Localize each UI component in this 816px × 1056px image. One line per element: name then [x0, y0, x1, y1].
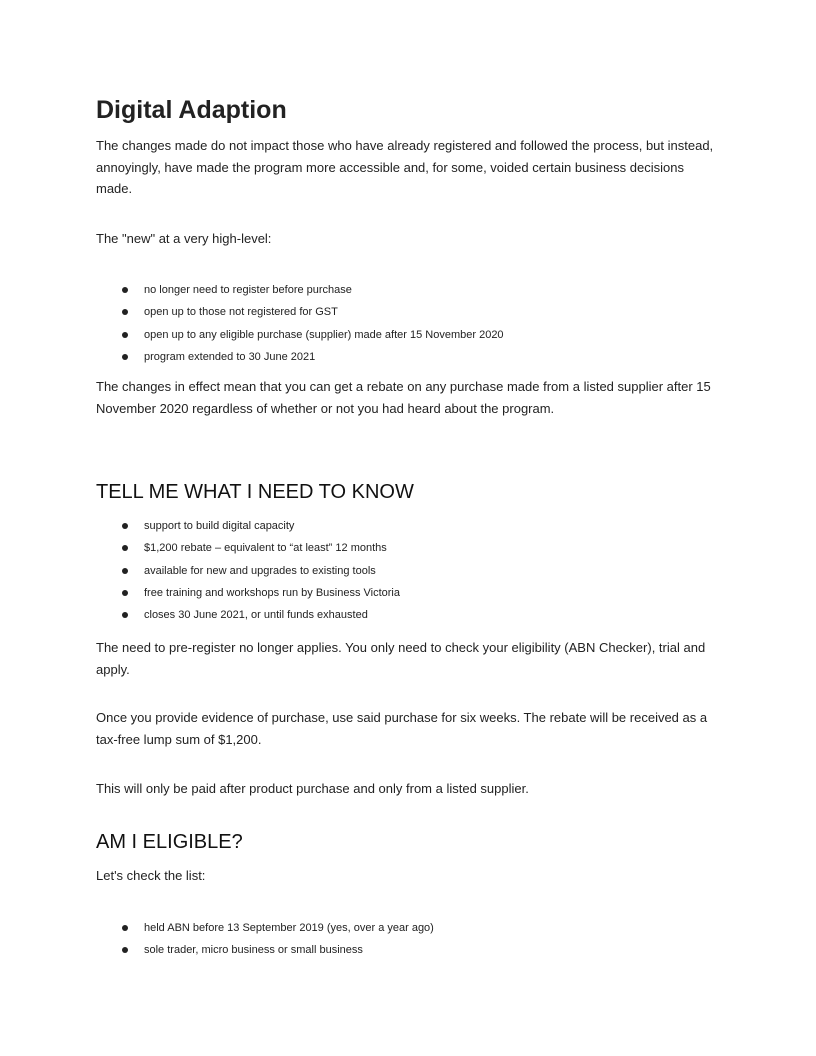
list-item: sole trader, micro business or small business [96, 939, 696, 961]
eligible-list [96, 917, 696, 962]
new-list [96, 279, 696, 368]
bullet-icon [122, 523, 128, 529]
bullet-icon [122, 568, 128, 574]
list-item: available for new and upgrades to existing tools [96, 560, 696, 582]
evidence-paragraph: Once you provide evidence of purchase, use said purchase for six weeks. The rebate will be received as a tax-free lump sum of $1,200. [96, 710, 708, 747]
know-list [96, 515, 696, 626]
new-heading: The "new" at a very high-level: [96, 231, 272, 246]
bullet-icon [122, 354, 128, 360]
list-item: held ABN before 13 September 2019 (yes, over a year ago) [96, 917, 696, 939]
bullet-icon [122, 332, 128, 338]
bullet-icon [122, 287, 128, 293]
paid-paragraph: This will only be paid after product purchase and only from a listed supplier. [96, 781, 529, 796]
list-item: free training and workshops run by Business Victoria [96, 582, 696, 604]
bullet-icon [122, 545, 128, 551]
bullet-icon [122, 612, 128, 618]
list-item: program extended to 30 June 2021 [96, 346, 696, 368]
section-heading-know: TELL ME WHAT I NEED TO KNOW [96, 481, 414, 503]
list-item: open up to those not registered for GST [96, 301, 696, 323]
changes-paragraph: The changes in effect mean that you can get a rebate on any purchase made from a listed supplier after 15 November 2020 regardless of whether or not you had heard about the program. [96, 379, 711, 416]
section-heading-eligible: AM I ELIGIBLE? [96, 831, 243, 853]
list-item: no longer need to register before purchase [96, 279, 696, 301]
list-item: open up to any eligible purchase (supplier) made after 15 November 2020 [96, 324, 696, 346]
eligible-intro: Let's check the list: [96, 868, 206, 883]
page-title: Digital Adaption [96, 96, 287, 124]
bullet-icon [122, 590, 128, 596]
bullet-icon [122, 925, 128, 931]
preregister-paragraph: The need to pre-register no longer applies. You only need to check your eligibility (ABN Checker), trial and apply. [96, 640, 706, 677]
intro-paragraph: The changes made do not impact those who have already registered and followed the process, but instead, annoyingly, have made the program more accessible and, for some, voided certain business decisions made. [96, 138, 714, 196]
list-item: closes 30 June 2021, or until funds exhausted [96, 604, 696, 626]
bullet-icon [122, 947, 128, 953]
list-item: $1,200 rebate – equivalent to “at least” 12 months [96, 537, 696, 559]
list-item: support to build digital capacity [96, 515, 696, 537]
bullet-icon [122, 309, 128, 315]
